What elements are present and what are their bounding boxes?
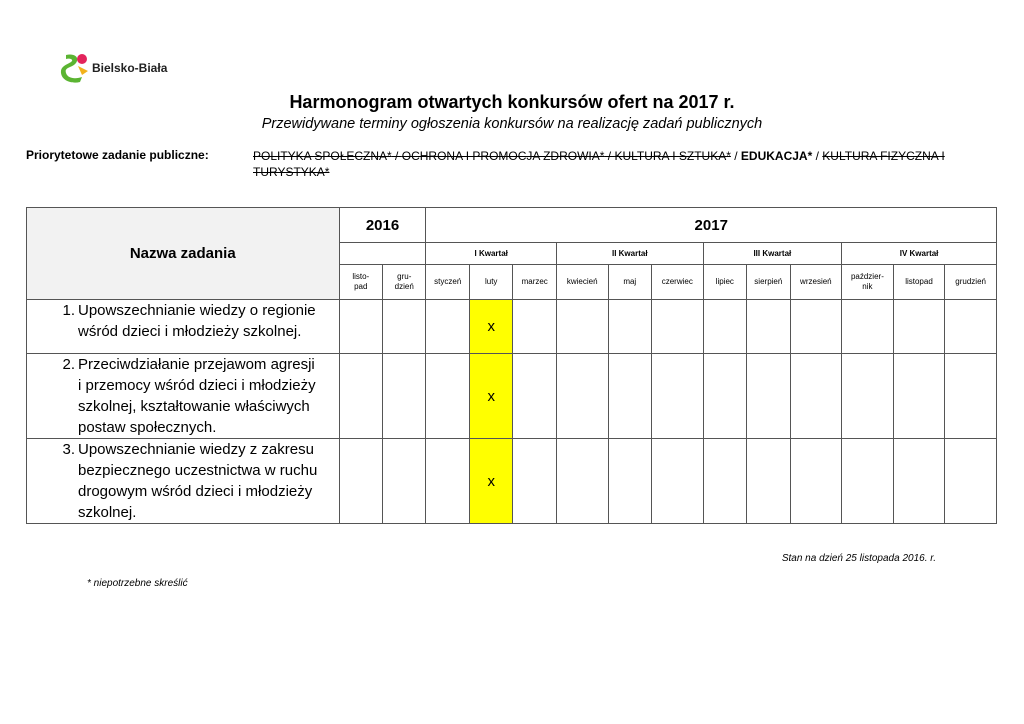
month-cell — [339, 439, 382, 524]
month-cell — [703, 354, 746, 439]
priority-item: KULTURA I SZTUKA* — [614, 149, 731, 163]
month-header: paździer- nik — [842, 265, 894, 300]
priority-list — [253, 148, 953, 180]
month-cell — [339, 300, 382, 354]
month-cell — [513, 300, 556, 354]
month-cell — [747, 300, 790, 354]
month-header: luty — [469, 265, 512, 300]
task-text: Upowszechnianie wiedzy z zakresu bezpiecznego uczestnictwa w ruchu drogowym wśród dzieci i młodzieży szkolnej. — [78, 441, 318, 521]
month-header: sierpień — [747, 265, 790, 300]
month-cell — [652, 439, 704, 524]
month-cell — [556, 354, 608, 439]
page-title: Harmonogram otwartych konkursów ofert na 2017 r. — [289, 92, 735, 112]
table-row — [27, 439, 997, 524]
month-cell — [790, 300, 842, 354]
month-header: wrzesień — [790, 265, 842, 300]
year-2016-header: 2016 — [339, 208, 426, 243]
quarter-header: II Kwartał — [556, 243, 703, 265]
logo — [60, 53, 170, 83]
footnote: * niepotrzebne skreślić — [87, 578, 188, 589]
priority-item: / — [391, 149, 402, 163]
table-row — [27, 354, 997, 439]
month-cell — [842, 439, 894, 524]
logo-text: Bielsko-Biała — [92, 61, 168, 75]
priority-label: Priorytetowe zadanie publiczne: — [26, 148, 209, 162]
month-cell — [842, 354, 894, 439]
month-cell — [426, 354, 469, 439]
priority-item: / — [604, 149, 615, 163]
month-cell — [383, 439, 426, 524]
month-cell — [945, 439, 997, 524]
quarter-header: I Kwartał — [426, 243, 556, 265]
quarter-header: IV Kwartał — [842, 243, 997, 265]
month-cell — [608, 439, 651, 524]
month-cell — [893, 354, 945, 439]
month-cell — [652, 354, 704, 439]
month-cell — [426, 439, 469, 524]
month-cell — [608, 300, 651, 354]
month-header: listo- pad — [339, 265, 382, 300]
month-cell — [747, 354, 790, 439]
priority-item: POLITYKA SPOŁECZNA* — [253, 149, 392, 163]
month-cell — [945, 354, 997, 439]
month-header: grudzień — [945, 265, 997, 300]
month-cell — [513, 354, 556, 439]
task-text: Przeciwdziałanie przejawom agresji i przemocy wśród dzieci i młodzieży szkolnej, kształtowanie właściwych postaw społecznych. — [78, 356, 316, 436]
task-name-cell — [27, 354, 340, 439]
month-header: gru- dzień — [383, 265, 426, 300]
month-cell — [703, 300, 746, 354]
month-header: kwiecień — [556, 265, 608, 300]
task-number: 1. — [62, 302, 75, 319]
month-cell — [383, 300, 426, 354]
month-header: marzec — [513, 265, 556, 300]
task-number: 3. — [62, 441, 75, 458]
priority-item: / — [730, 149, 741, 163]
month-cell-marked: x — [469, 300, 512, 354]
priority-item: KULTURA FIZYCZNA I TURYSTYKA* — [253, 149, 945, 179]
task-name-cell — [27, 439, 340, 524]
task-name-header: Nazwa zadania — [27, 208, 340, 300]
month-cell — [383, 354, 426, 439]
month-cell-marked: x — [469, 439, 512, 524]
year-2017-header: 2017 — [426, 208, 997, 243]
quarter-blank-2016 — [339, 243, 426, 265]
month-header: listopad — [893, 265, 945, 300]
city-logo-icon — [60, 53, 90, 83]
month-cell — [556, 300, 608, 354]
month-cell — [790, 354, 842, 439]
priority-item: EDUKACJA* — [740, 149, 813, 163]
month-cell — [556, 439, 608, 524]
month-cell — [652, 300, 704, 354]
schedule-table — [26, 207, 997, 524]
month-cell — [747, 439, 790, 524]
month-cell-marked: x — [469, 354, 512, 439]
month-header: lipiec — [703, 265, 746, 300]
task-number: 2. — [62, 356, 75, 373]
month-cell — [513, 439, 556, 524]
month-cell — [790, 439, 842, 524]
month-cell — [426, 300, 469, 354]
task-name-cell — [27, 300, 340, 354]
month-cell — [842, 300, 894, 354]
month-header: czerwiec — [652, 265, 704, 300]
priority-item: / — [812, 149, 823, 163]
task-text: Upowszechnianie wiedzy o regionie wśród dzieci i młodzieży szkolnej. — [78, 302, 316, 340]
month-cell — [893, 439, 945, 524]
month-cell — [339, 354, 382, 439]
priority-item: OCHRONA I PROMOCJA ZDROWIA* — [401, 149, 605, 163]
month-header: styczeń — [426, 265, 469, 300]
month-cell — [893, 300, 945, 354]
month-cell — [608, 354, 651, 439]
month-cell — [945, 300, 997, 354]
quarter-header: III Kwartał — [703, 243, 842, 265]
month-cell — [703, 439, 746, 524]
table-row — [27, 300, 997, 354]
status-date: Stan na dzień 25 listopada 2016. r. — [781, 553, 936, 564]
month-header: maj — [608, 265, 651, 300]
page-subtitle: Przewidywane terminy ogłoszenia konkursów na realizację zadań publicznych — [261, 116, 763, 132]
